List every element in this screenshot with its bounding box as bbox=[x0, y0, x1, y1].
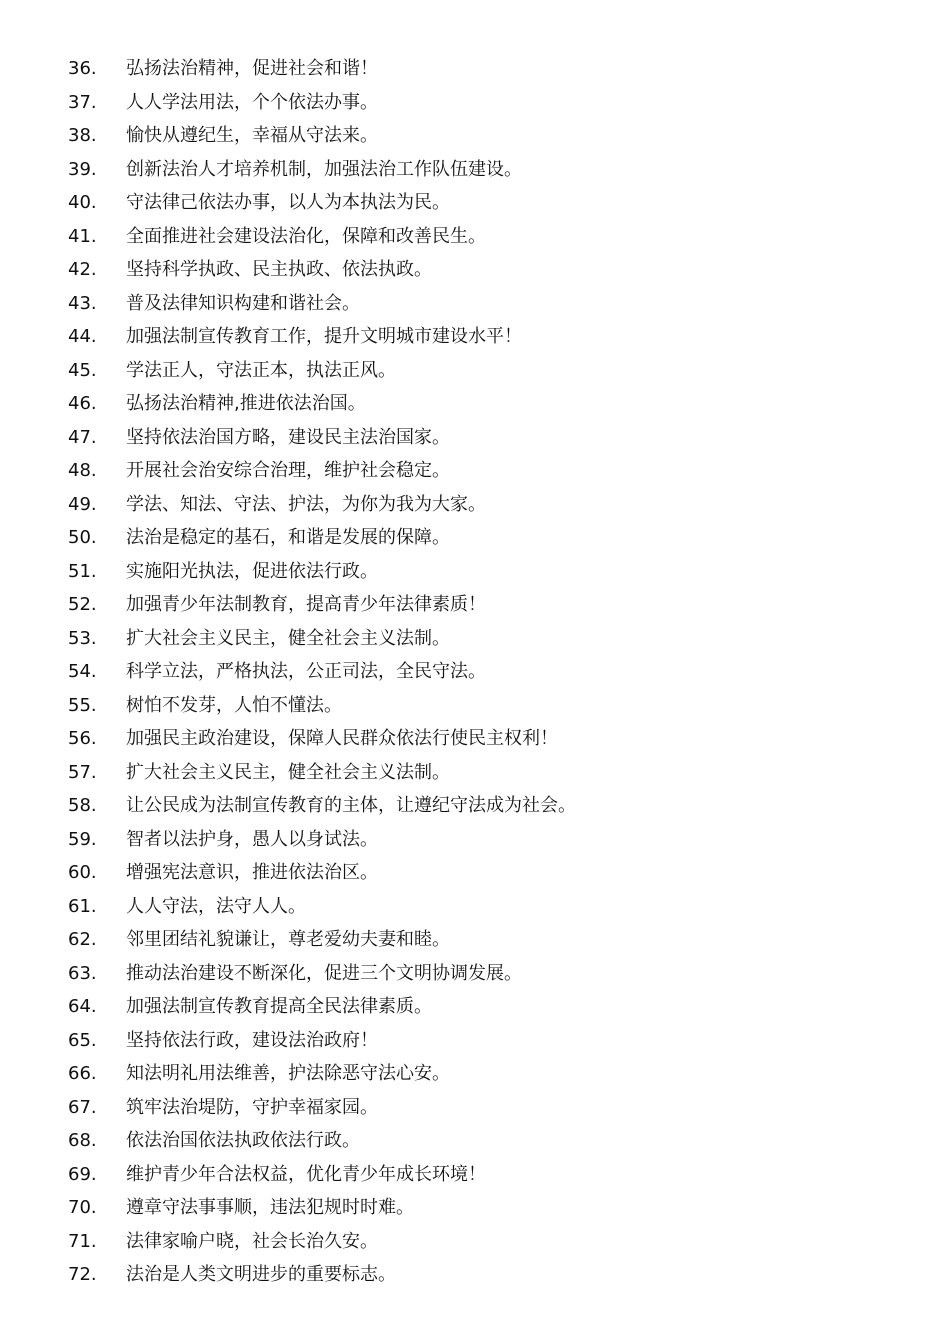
item-number: 48. bbox=[68, 460, 97, 481]
item-number: 72. bbox=[68, 1264, 97, 1285]
list-item bbox=[68, 722, 576, 756]
list-item bbox=[68, 689, 576, 723]
item-text: 维护青少年合法权益，优化青少年成长环境！ bbox=[126, 1163, 486, 1185]
item-text: 法治是人类文明进步的重要标志。 bbox=[126, 1264, 396, 1285]
item-number: 53. bbox=[68, 627, 97, 649]
item-text: 法治是稳定的基石，和谐是发展的保障。 bbox=[126, 527, 450, 548]
list-item bbox=[68, 86, 576, 120]
list-item bbox=[68, 756, 576, 790]
item-text: 扩大社会主义民主，健全社会主义法制。 bbox=[126, 761, 450, 783]
list-item bbox=[68, 52, 576, 86]
item-number: 69. bbox=[68, 1163, 97, 1185]
item-number: 40. bbox=[68, 192, 97, 213]
list-item bbox=[68, 354, 576, 388]
item-number: 54. bbox=[68, 661, 97, 682]
item-text: 创新法治人才培养机制，加强法治工作队伍建设。 bbox=[126, 158, 522, 180]
item-text: 人人学法用法，个个依法办事。 bbox=[126, 91, 378, 113]
list-item bbox=[68, 488, 576, 522]
item-text: 扩大社会主义民主，健全社会主义法制。 bbox=[126, 627, 450, 649]
list-item bbox=[68, 823, 576, 857]
item-number: 64. bbox=[68, 996, 97, 1017]
item-number: 51. bbox=[68, 560, 97, 582]
item-text: 法律家喻户晓，社会长治久安。 bbox=[126, 1230, 378, 1252]
item-text: 加强青少年法制教育，提高青少年法律素质！ bbox=[126, 594, 486, 615]
item-number: 60. bbox=[68, 862, 97, 883]
list-item bbox=[68, 153, 576, 187]
item-number: 65. bbox=[68, 1029, 97, 1051]
list-item bbox=[68, 1191, 576, 1225]
list-item bbox=[68, 1057, 576, 1091]
item-text: 人人守法，法守人人。 bbox=[126, 895, 306, 917]
item-number: 61. bbox=[68, 895, 97, 917]
list-item bbox=[68, 119, 576, 153]
item-number: 43. bbox=[68, 292, 97, 314]
list-item bbox=[68, 789, 576, 823]
slogan-list bbox=[68, 52, 576, 1292]
item-number: 66. bbox=[68, 1063, 97, 1084]
item-text: 学法、知法、守法、护法，为你为我为大家。 bbox=[126, 493, 486, 515]
list-item bbox=[68, 1225, 576, 1259]
item-number: 62. bbox=[68, 929, 97, 950]
item-text: 推动法治建设不断深化，促进三个文明协调发展。 bbox=[126, 962, 522, 984]
item-text: 开展社会治安综合治理，维护社会稳定。 bbox=[126, 460, 450, 481]
list-item bbox=[68, 957, 576, 991]
list-item bbox=[68, 454, 576, 488]
item-text: 实施阳光执法，促进依法行政。 bbox=[126, 560, 378, 582]
item-number: 47. bbox=[68, 426, 97, 448]
list-item bbox=[68, 588, 576, 622]
item-number: 59. bbox=[68, 828, 97, 850]
list-item bbox=[68, 655, 576, 689]
item-text: 加强民主政治建设，保障人民群众依法行使民主权利！ bbox=[126, 728, 558, 749]
item-number: 46. bbox=[68, 393, 97, 414]
list-item bbox=[68, 220, 576, 254]
list-item bbox=[68, 287, 576, 321]
list-item bbox=[68, 1158, 576, 1192]
item-number: 55. bbox=[68, 694, 97, 716]
item-text: 科学立法，严格执法，公正司法，全民守法。 bbox=[126, 661, 486, 682]
item-text: 愉快从遵纪生，幸福从守法来。 bbox=[126, 125, 378, 146]
item-text: 弘扬法治精神,推进依法治国。 bbox=[126, 393, 366, 414]
item-number: 57. bbox=[68, 761, 97, 783]
list-item bbox=[68, 622, 576, 656]
item-text: 让公民成为法制宣传教育的主体，让遵纪守法成为社会。 bbox=[126, 795, 576, 816]
list-item bbox=[68, 1091, 576, 1125]
item-text: 加强法制宣传教育工作，提升文明城市建设水平！ bbox=[126, 326, 522, 347]
item-text: 遵章守法事事顺，违法犯规时时难。 bbox=[126, 1197, 414, 1218]
item-text: 邻里团结礼貌谦让，尊老爱幼夫妻和睦。 bbox=[126, 929, 450, 950]
item-text: 筑牢法治堤防，守护幸福家园。 bbox=[126, 1096, 378, 1118]
list-item bbox=[68, 186, 576, 220]
item-number: 58. bbox=[68, 795, 97, 816]
item-text: 树怕不发芽，人怕不懂法。 bbox=[126, 694, 342, 716]
list-item bbox=[68, 387, 576, 421]
list-item bbox=[68, 890, 576, 924]
list-item bbox=[68, 990, 576, 1024]
item-number: 45. bbox=[68, 359, 97, 381]
item-number: 70. bbox=[68, 1197, 97, 1218]
item-number: 42. bbox=[68, 259, 97, 280]
item-number: 71. bbox=[68, 1230, 97, 1252]
item-number: 38. bbox=[68, 125, 97, 146]
item-text: 增强宪法意识，推进依法治区。 bbox=[126, 862, 378, 883]
list-item bbox=[68, 421, 576, 455]
item-text: 坚持科学执政、民主执政、依法执政。 bbox=[126, 259, 432, 280]
list-item bbox=[68, 1258, 576, 1292]
item-number: 68. bbox=[68, 1130, 97, 1151]
item-number: 44. bbox=[68, 326, 97, 347]
item-text: 依法治国依法执政依法行政。 bbox=[126, 1130, 360, 1151]
item-text: 加强法制宣传教育提高全民法律素质。 bbox=[126, 996, 432, 1017]
item-text: 智者以法护身，愚人以身试法。 bbox=[126, 828, 378, 850]
list-item bbox=[68, 856, 576, 890]
item-number: 52. bbox=[68, 594, 97, 615]
item-text: 普及法律知识构建和谐社会。 bbox=[126, 292, 360, 314]
item-text: 守法律己依法办事，以人为本执法为民。 bbox=[126, 192, 450, 213]
item-text: 知法明礼用法维善，护法除恶守法心安。 bbox=[126, 1063, 450, 1084]
item-number: 41. bbox=[68, 225, 97, 247]
item-number: 37. bbox=[68, 91, 97, 113]
list-item bbox=[68, 555, 576, 589]
item-text: 学法正人，守法正本，执法正风。 bbox=[126, 359, 396, 381]
list-item bbox=[68, 320, 576, 354]
item-number: 36. bbox=[68, 58, 97, 79]
item-number: 49. bbox=[68, 493, 97, 515]
list-item bbox=[68, 1024, 576, 1058]
item-number: 63. bbox=[68, 962, 97, 984]
list-item bbox=[68, 253, 576, 287]
item-number: 50. bbox=[68, 527, 97, 548]
list-item bbox=[68, 521, 576, 555]
list-item bbox=[68, 923, 576, 957]
item-number: 67. bbox=[68, 1096, 97, 1118]
list-item bbox=[68, 1124, 576, 1158]
item-number: 56. bbox=[68, 728, 97, 749]
item-text: 弘扬法治精神，促进社会和谐！ bbox=[126, 58, 378, 79]
item-text: 坚持依法行政，建设法治政府！ bbox=[126, 1029, 378, 1051]
item-number: 39. bbox=[68, 158, 97, 180]
item-text: 坚持依法治国方略，建设民主法治国家。 bbox=[126, 426, 450, 448]
item-text: 全面推进社会建设法治化，保障和改善民生。 bbox=[126, 225, 486, 247]
